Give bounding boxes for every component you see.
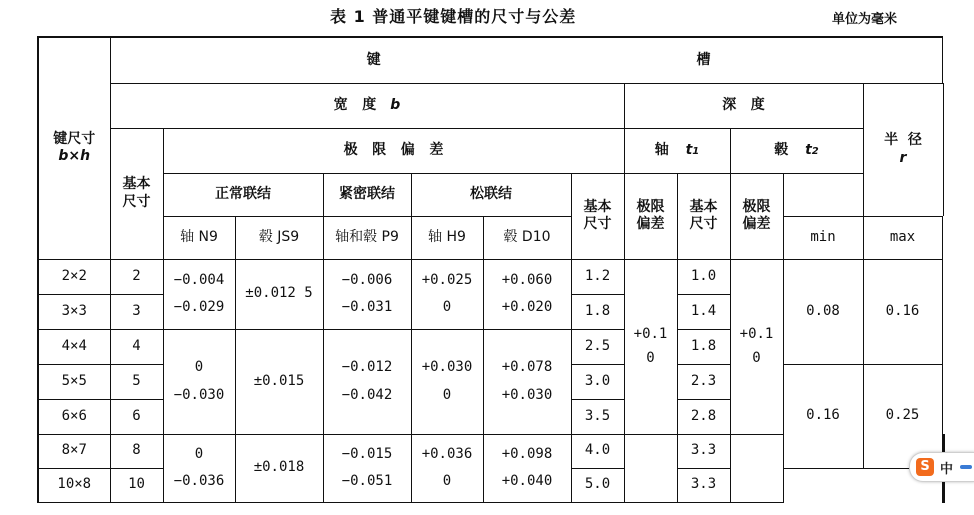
shaft-depth-header — [624, 128, 730, 173]
hub-depth-label: 毂 — [774, 141, 789, 158]
d10-upper: +0.098 — [501, 445, 553, 462]
key-size-cell: 4×4 — [38, 329, 110, 364]
d10-upper: +0.060 — [501, 271, 553, 288]
key-size-label: 键尺寸 — [53, 130, 96, 147]
shaft-depth-basic-header: 基本尺寸 — [571, 173, 624, 259]
t1-basic-cell: 3.0 — [571, 364, 624, 399]
h9-lower: 0 — [442, 386, 452, 403]
t2-basic-cell: 2.8 — [677, 399, 730, 434]
p9-cell — [323, 434, 411, 502]
radius-max-cell: 0.25 — [863, 364, 942, 468]
keyway-label-2: 槽 — [696, 51, 711, 68]
unit-label: 单位为毫米 — [832, 12, 898, 27]
radius-min-cell: 0.16 — [783, 364, 863, 468]
h9-cell — [411, 259, 483, 329]
t2-basic-cell: 2.3 — [677, 364, 730, 399]
t2-symbol: t — [805, 141, 812, 158]
d10-cell — [483, 434, 571, 502]
radius-min-header: min — [783, 216, 863, 259]
keyway-dimension-table — [37, 36, 945, 503]
t1-basic-cell: 1.8 — [571, 294, 624, 329]
key-size-cell: 6×6 — [38, 399, 110, 434]
n9-cell — [163, 259, 235, 329]
t2-limit-cell — [730, 259, 783, 434]
h9-upper: +0.030 — [421, 359, 473, 375]
t1-basic-cell: 4.0 — [571, 434, 624, 468]
basic-size-cell: 2 — [110, 259, 163, 294]
t2-basic-cell: 1.4 — [677, 294, 730, 329]
radius-symbol: r — [899, 149, 907, 166]
basic-size-cell: 5 — [110, 364, 163, 399]
js9-cell: ±0.018 — [235, 434, 323, 502]
t1-subscript: 1 — [692, 145, 700, 157]
shaft-depth-limit-header: 极限偏差 — [624, 173, 677, 259]
t2-basic-cell: 1.8 — [677, 329, 730, 364]
shaft-depth-label: 轴 — [654, 141, 669, 158]
p9-cell — [323, 329, 411, 434]
table-title: 表 1 普通平键键槽的尺寸与公差 — [330, 7, 577, 26]
key-size-cell: 5×5 — [38, 364, 110, 399]
p9-lower: −0.042 — [341, 386, 393, 403]
basic-size-cell: 4 — [110, 329, 163, 364]
hub-depth-limit-header: 极限偏差 — [730, 173, 783, 259]
t2-basic-cell: 1.0 — [677, 259, 730, 294]
key-size-cell: 10×8 — [38, 468, 110, 502]
p9-upper: −0.006 — [341, 271, 393, 288]
d10-lower: +0.020 — [501, 299, 553, 315]
p9-lower: −0.031 — [341, 299, 393, 315]
n9-lower: −0.036 — [173, 473, 225, 489]
hub-depth-header — [730, 128, 863, 173]
basic-size-cell: 6 — [110, 399, 163, 434]
p9-cell — [323, 259, 411, 329]
sogou-logo-icon[interactable]: S — [916, 458, 934, 476]
d10-lower: +0.040 — [501, 473, 553, 489]
t2-basic-cell: 3.3 — [677, 468, 730, 502]
h9-upper: +0.036 — [421, 445, 473, 462]
basic-size-header: 基本尺寸 — [110, 128, 163, 259]
hub-d10-header: 毂 D10 — [483, 216, 571, 259]
ime-language-toggle[interactable]: 中 — [940, 462, 954, 477]
hub-js9-header: 毂 JS9 — [235, 216, 323, 259]
t1-limit-upper: +0.1 — [633, 326, 668, 342]
basic-size-cell: 8 — [110, 434, 163, 468]
h9-cell — [411, 434, 483, 502]
radius-header — [863, 83, 943, 216]
width-label: 宽 度 — [333, 96, 377, 113]
keyway-header — [110, 37, 942, 83]
t1-basic-cell: 2.5 — [571, 329, 624, 364]
h9-lower: 0 — [442, 299, 452, 315]
n9-upper: −0.004 — [173, 271, 225, 288]
key-size-cell: 3×3 — [38, 294, 110, 329]
js9-cell: ±0.012 5 — [235, 259, 323, 329]
js9-cell: ±0.015 — [235, 329, 323, 434]
h9-upper: +0.025 — [421, 271, 473, 288]
radius-max-header: max — [863, 216, 942, 259]
p9-upper: −0.012 — [341, 359, 393, 375]
p9-lower: −0.051 — [341, 473, 393, 489]
key-size-symbol: b×h — [58, 148, 91, 165]
width-symbol: b — [390, 96, 401, 113]
ime-toolbar[interactable] — [909, 452, 974, 482]
shaft-n9-header: 轴 N9 — [163, 216, 235, 259]
t1-basic-cell: 5.0 — [571, 468, 624, 502]
keyway-label-1: 键 — [366, 51, 381, 68]
tight-fit-header: 紧密联结 — [323, 173, 411, 216]
t1-symbol: t — [685, 141, 693, 158]
key-size-cell: 8×7 — [38, 434, 110, 468]
p9-upper: −0.015 — [341, 445, 393, 462]
n9-cell — [163, 434, 235, 502]
n9-lower: −0.029 — [173, 299, 225, 315]
t1-basic-cell: 1.2 — [571, 259, 624, 294]
t2-limit-lower: 0 — [752, 349, 761, 366]
h9-cell — [411, 329, 483, 434]
basic-size-cell: 10 — [110, 468, 163, 502]
t2-limit-upper: +0.1 — [739, 326, 774, 342]
key-size-cell: 2×2 — [38, 259, 110, 294]
h9-lower: 0 — [442, 473, 452, 489]
d10-cell — [483, 329, 571, 434]
radius-min-cell: 0.08 — [783, 259, 863, 364]
table-row — [38, 259, 944, 294]
normal-fit-header: 正常联结 — [163, 173, 323, 216]
width-header — [110, 83, 624, 128]
t2-basic-cell: 3.3 — [677, 434, 730, 468]
radius-label: 半 径 — [884, 132, 922, 148]
d10-cell — [483, 259, 571, 329]
radius-max-cell: 0.16 — [863, 259, 942, 364]
n9-upper: 0 — [194, 445, 204, 462]
shaft-h9-header: 轴 H9 — [411, 216, 483, 259]
t1-limit-cell — [624, 434, 677, 502]
n9-lower: −0.030 — [173, 386, 225, 403]
loose-fit-header: 松联结 — [411, 173, 571, 216]
t1-limit-cell — [624, 259, 677, 434]
key-size-header — [38, 37, 110, 259]
t1-limit-lower: 0 — [646, 349, 655, 366]
n9-cell — [163, 329, 235, 434]
d10-lower: +0.030 — [501, 386, 553, 403]
shaft-hub-p9-header: 轴和毂 P9 — [323, 216, 411, 259]
hub-depth-basic-header: 基本尺寸 — [677, 173, 730, 259]
basic-size-cell: 3 — [110, 294, 163, 329]
t2-subscript: 2 — [811, 145, 819, 157]
n9-upper: 0 — [194, 359, 204, 375]
t2-limit-cell — [730, 434, 783, 502]
ime-punctuation-icon[interactable] — [960, 465, 972, 469]
limit-deviation-header: 极 限 偏 差 — [163, 128, 624, 173]
t1-basic-cell: 3.5 — [571, 399, 624, 434]
depth-header: 深 度 — [624, 83, 863, 128]
d10-upper: +0.078 — [501, 359, 553, 375]
